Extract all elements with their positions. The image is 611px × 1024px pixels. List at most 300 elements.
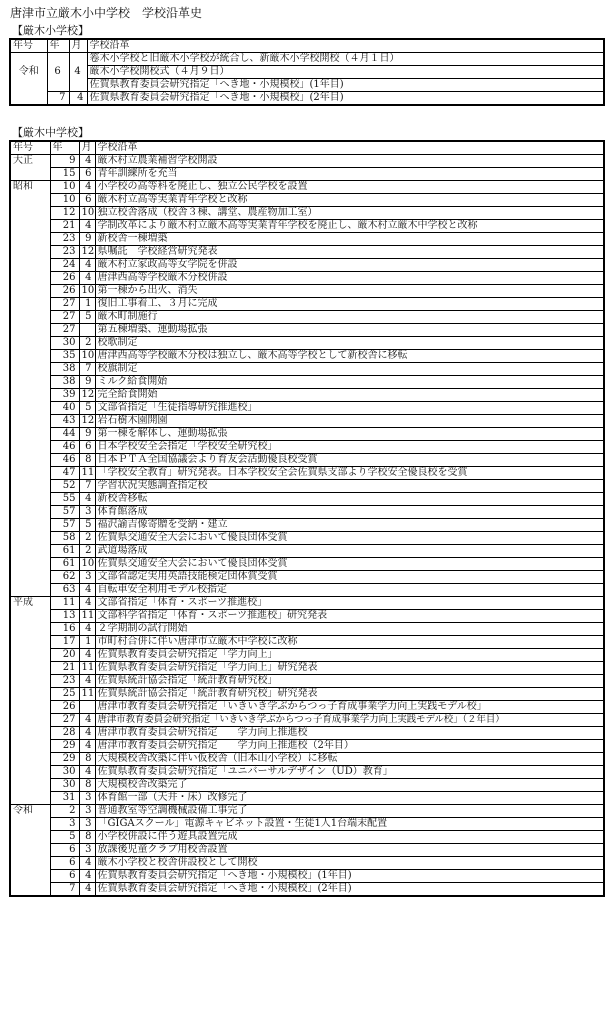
event-cell: 体育館一部（天井・床）改修完了	[95, 792, 604, 805]
event-cell: 唐津市教育委員会研究指定 学力向上推進校	[95, 727, 604, 740]
era-cell	[10, 558, 50, 571]
year-cell: 27	[50, 324, 79, 337]
era-cell	[10, 870, 50, 883]
event-cell: 新校舎一棟増築	[95, 233, 604, 246]
month-cell: 2	[79, 532, 95, 545]
event-cell: 武道場落成	[95, 545, 604, 558]
month-cell: 12	[79, 389, 95, 402]
month-cell: 10	[79, 285, 95, 298]
year-cell: 27	[50, 298, 79, 311]
event-cell: 校旗制定	[95, 363, 604, 376]
month-cell: 10	[79, 558, 95, 571]
year-cell: 62	[50, 571, 79, 584]
year-cell: 63	[50, 584, 79, 597]
year-cell: 29	[50, 753, 79, 766]
table-row	[10, 740, 604, 753]
event-cell: 厳木村立高等実業青年学校と改称	[95, 194, 604, 207]
year-cell: 21	[50, 662, 79, 675]
event-cell: 青年訓練所を充当	[95, 168, 604, 181]
table-row	[10, 259, 604, 272]
event-cell: 文部省指定「生徒指導研究推進校」	[95, 402, 604, 415]
era-cell	[10, 350, 50, 363]
event-cell: 放課後児童クラブ用校舎設置	[95, 844, 604, 857]
table-row	[10, 454, 604, 467]
header-year: 年	[50, 141, 79, 155]
month-cell: 11	[79, 610, 95, 623]
month-cell: 5	[79, 519, 95, 532]
month-cell: 4	[79, 714, 95, 727]
era-cell	[10, 727, 50, 740]
year-cell: 61	[50, 558, 79, 571]
year-cell: 30	[50, 337, 79, 350]
year-cell: 10	[50, 181, 79, 194]
month-cell	[79, 701, 95, 714]
event-cell: 日本学校安全会指定「学校安全研究校」	[95, 441, 604, 454]
month-cell: 4	[79, 155, 95, 168]
year-cell: 38	[50, 376, 79, 389]
month-cell: 4	[69, 53, 87, 92]
year-cell: 23	[50, 233, 79, 246]
table-row	[10, 662, 604, 675]
table-row	[10, 883, 604, 897]
month-cell: 10	[79, 207, 95, 220]
year-cell: 9	[50, 155, 79, 168]
table-row	[10, 402, 604, 415]
era-cell	[10, 753, 50, 766]
event-cell: 大規模校舎改築完了	[95, 779, 604, 792]
event-cell: 文部省指定「体育・スポーツ推進校」	[95, 597, 604, 610]
era-cell	[10, 883, 50, 897]
event-cell: 学制改革により厳木村立厳木高等実業青年学校を廃止し、厳木村立厳木中学校と改称	[95, 220, 604, 233]
table-row	[10, 246, 604, 259]
event-cell: 佐賀県交通安全大会において優良団体受賞	[95, 558, 604, 571]
event-cell: 佐賀県教育委員会研究指定「へき地・小規模校」(1年目)	[95, 870, 604, 883]
year-cell: 3	[50, 818, 79, 831]
month-cell: 9	[79, 376, 95, 389]
month-cell: 10	[79, 350, 95, 363]
event-cell: 県嘱託 学校経営研究発表	[95, 246, 604, 259]
year-cell: 23	[50, 246, 79, 259]
year-cell: 44	[50, 428, 79, 441]
event-cell: 小学校併設に伴う遊具設置完成	[95, 831, 604, 844]
month-cell: 4	[79, 584, 95, 597]
year-cell: 27	[50, 714, 79, 727]
era-cell	[10, 337, 50, 350]
junior-high-section-label: 【厳木中学校】	[12, 126, 89, 139]
table-row	[10, 467, 604, 480]
year-cell: 30	[50, 779, 79, 792]
era-cell	[10, 311, 50, 324]
month-cell: 4	[79, 493, 95, 506]
era-cell	[10, 389, 50, 402]
event-cell: 自転車安全利用モデル校指定	[95, 584, 604, 597]
year-cell: 38	[50, 363, 79, 376]
era-cell	[10, 246, 50, 259]
era-cell	[10, 701, 50, 714]
era-cell	[10, 649, 50, 662]
table-row	[10, 675, 604, 688]
month-cell: 4	[79, 220, 95, 233]
era-cell	[10, 831, 50, 844]
year-cell: 21	[50, 220, 79, 233]
table-header-row	[10, 141, 604, 155]
table-row	[10, 363, 604, 376]
table-row	[10, 779, 604, 792]
month-cell: 4	[79, 766, 95, 779]
event-cell: 「GIGAスクール」電源キャビネット設置・生徒1人1台端末配置	[95, 818, 604, 831]
table-row	[10, 688, 604, 701]
table-row	[10, 53, 604, 66]
table-row	[10, 623, 604, 636]
event-cell: 佐賀県教育委員会研究指定「へき地・小規模校」(1年目)	[87, 79, 604, 92]
year-cell: 10	[50, 194, 79, 207]
era-cell	[10, 428, 50, 441]
year-cell: 26	[50, 701, 79, 714]
era-cell	[10, 506, 50, 519]
event-cell: 完全給食開始	[95, 389, 604, 402]
era-cell	[10, 623, 50, 636]
month-cell: 9	[79, 233, 95, 246]
junior-high-history-body	[10, 155, 604, 897]
year-cell: 12	[50, 207, 79, 220]
era-cell	[10, 402, 50, 415]
era-cell	[10, 636, 50, 649]
event-cell: 佐賀県教育委員会研究指定「学力向上」	[95, 649, 604, 662]
era-cell	[10, 467, 50, 480]
table-row	[10, 155, 604, 168]
era-cell	[10, 220, 50, 233]
event-cell: 第五棟増築、運動場拡張	[95, 324, 604, 337]
era-cell	[10, 857, 50, 870]
year-cell: 58	[50, 532, 79, 545]
event-cell: 福沢諭吉像寄贈を受納・建立	[95, 519, 604, 532]
table-row	[10, 545, 604, 558]
year-cell: 46	[50, 441, 79, 454]
table-row	[10, 337, 604, 350]
table-row	[10, 415, 604, 428]
table-row	[10, 870, 604, 883]
header-year: 年	[47, 39, 69, 53]
era-cell	[10, 92, 47, 106]
month-cell: 1	[79, 298, 95, 311]
table-row	[10, 506, 604, 519]
era-cell	[10, 168, 50, 181]
table-row	[10, 324, 604, 337]
era-cell	[10, 571, 50, 584]
era-cell	[10, 298, 50, 311]
year-cell: 15	[50, 168, 79, 181]
era-cell	[10, 285, 50, 298]
era-cell	[10, 194, 50, 207]
month-cell: 7	[79, 480, 95, 493]
era-cell	[10, 688, 50, 701]
month-cell: 5	[79, 311, 95, 324]
event-cell: 復旧工事着工、３月に完成	[95, 298, 604, 311]
era-cell	[10, 441, 50, 454]
table-row	[10, 441, 604, 454]
year-cell: 30	[50, 766, 79, 779]
event-cell: ミルク給食開始	[95, 376, 604, 389]
table-row	[10, 311, 604, 324]
era-cell	[10, 272, 50, 285]
month-cell: 8	[79, 753, 95, 766]
year-cell: 43	[50, 415, 79, 428]
month-cell: 12	[79, 415, 95, 428]
table-row	[10, 701, 604, 714]
table-row	[10, 285, 604, 298]
year-cell: 46	[50, 454, 79, 467]
table-row	[10, 714, 604, 727]
month-cell: 11	[79, 662, 95, 675]
era-cell	[10, 844, 50, 857]
year-cell: 27	[50, 311, 79, 324]
month-cell: 4	[79, 649, 95, 662]
year-cell: 20	[50, 649, 79, 662]
year-cell: 7	[50, 883, 79, 897]
year-cell: 31	[50, 792, 79, 805]
header-era: 年号	[10, 39, 47, 53]
event-cell: 独立校舎落成（校舎３棟、講堂、農産物加工室）	[95, 207, 604, 220]
event-cell: 佐賀県統計協会指定「統計教育研究校」研究発表	[95, 688, 604, 701]
event-cell: 文部省認定実用英語技能検定団体賞受賞	[95, 571, 604, 584]
junior-high-history-table	[9, 140, 605, 897]
month-cell: 6	[79, 168, 95, 181]
era-cell	[10, 207, 50, 220]
table-row	[10, 532, 604, 545]
year-cell: 40	[50, 402, 79, 415]
year-cell: 23	[50, 675, 79, 688]
era-cell	[10, 454, 50, 467]
month-cell: 4	[79, 727, 95, 740]
month-cell: 2	[79, 545, 95, 558]
month-cell: 4	[69, 92, 87, 106]
month-cell: 4	[79, 675, 95, 688]
era-cell	[10, 675, 50, 688]
month-cell: 9	[79, 428, 95, 441]
year-cell: 28	[50, 727, 79, 740]
event-cell: 市町村合併に伴い唐津市立厳木中学校に改称	[95, 636, 604, 649]
month-cell: 3	[79, 571, 95, 584]
event-cell: 佐賀県教育委員会研究指定「へき地・小規模校」(2年目)	[87, 92, 604, 106]
table-row	[10, 636, 604, 649]
elementary-section-label: 【厳木小学校】	[12, 24, 89, 37]
month-cell: 3	[79, 818, 95, 831]
month-cell: 4	[79, 272, 95, 285]
event-cell: 日本ＰＴＡ全国協議会より育友会活動優良校受賞	[95, 454, 604, 467]
year-cell: 39	[50, 389, 79, 402]
event-cell: 「学校安全教育」研究発表。日本学校安全会佐賀県支部より学校安全優良校を受賞	[95, 467, 604, 480]
table-row	[10, 207, 604, 220]
era-cell: 令和	[10, 53, 47, 92]
month-cell: 11	[79, 467, 95, 480]
year-cell: 35	[50, 350, 79, 363]
year-cell: 13	[50, 610, 79, 623]
era-cell	[10, 376, 50, 389]
event-cell: 佐賀県教育委員会研究指定「ユニバーサルデザイン（UD）教育」	[95, 766, 604, 779]
month-cell: 8	[79, 454, 95, 467]
table-row	[10, 493, 604, 506]
year-cell: 57	[50, 519, 79, 532]
table-header-row	[10, 39, 604, 53]
event-cell: 体育館落成	[95, 506, 604, 519]
table-row	[10, 272, 604, 285]
table-row	[10, 558, 604, 571]
event-cell: 校歌制定	[95, 337, 604, 350]
era-cell	[10, 415, 50, 428]
year-cell: 25	[50, 688, 79, 701]
year-cell: 55	[50, 493, 79, 506]
month-cell: 4	[79, 181, 95, 194]
event-cell: 唐津西高等学校厳木分校は独立し、厳木高等学校として新校舎に移転	[95, 350, 604, 363]
table-row	[10, 571, 604, 584]
year-cell: 6	[47, 53, 69, 92]
month-cell: 4	[79, 870, 95, 883]
table-row	[10, 519, 604, 532]
event-cell: 佐賀県統計協会指定「統計教育研究校」	[95, 675, 604, 688]
year-cell: 16	[50, 623, 79, 636]
year-cell: 29	[50, 740, 79, 753]
table-row	[10, 649, 604, 662]
month-cell: 4	[79, 259, 95, 272]
era-cell: 平成	[10, 597, 50, 610]
era-cell: 大正	[10, 155, 50, 168]
event-cell: 第一棟から出火、消失	[95, 285, 604, 298]
month-cell: 4	[79, 740, 95, 753]
table-row	[10, 92, 604, 106]
month-cell: 8	[79, 779, 95, 792]
year-cell: 5	[50, 831, 79, 844]
year-cell: 6	[50, 844, 79, 857]
event-cell: 佐賀県教育委員会研究指定「学力向上」研究発表	[95, 662, 604, 675]
year-cell: 52	[50, 480, 79, 493]
era-cell: 令和	[10, 805, 50, 818]
table-row	[10, 66, 604, 79]
month-cell	[79, 324, 95, 337]
event-cell: 厳木村立農業補習学校開設	[95, 155, 604, 168]
table-row	[10, 376, 604, 389]
event-cell: 厳木小学校開校式（４月９日）	[87, 66, 604, 79]
event-cell: 唐津市教育委員会研究指定 学力向上推進校（2年目）	[95, 740, 604, 753]
table-row	[10, 584, 604, 597]
table-row	[10, 298, 604, 311]
table-row	[10, 389, 604, 402]
year-cell: 26	[50, 272, 79, 285]
elementary-history-table	[9, 38, 605, 106]
event-cell: 文部科学省指定「体育・スポーツ推進校」研究発表	[95, 610, 604, 623]
event-cell: 唐津市教育委員会研究指定「いきいき学ぶからつっ子育成事業学力向上実践モデル校」（２年目）	[95, 714, 604, 727]
table-row	[10, 233, 604, 246]
event-cell: 箞木小学校と旧厳木小学校が統合し、新厳木小学校開校（４月１日）	[87, 53, 604, 66]
month-cell: 12	[79, 246, 95, 259]
era-cell	[10, 740, 50, 753]
table-row	[10, 610, 604, 623]
table-row	[10, 220, 604, 233]
header-month: 月	[69, 39, 87, 53]
era-cell	[10, 545, 50, 558]
month-cell: 11	[79, 688, 95, 701]
month-cell: 1	[79, 636, 95, 649]
era-cell	[10, 584, 50, 597]
year-cell: 6	[50, 857, 79, 870]
event-cell: 小学校の高等科を廃止し、独立公民学校を設置	[95, 181, 604, 194]
era-cell	[10, 363, 50, 376]
event-cell: 新校舎移転	[95, 493, 604, 506]
event-cell: 第一棟を解体し、運動場拡張	[95, 428, 604, 441]
era-cell	[10, 792, 50, 805]
table-row	[10, 597, 604, 610]
year-cell: 6	[50, 870, 79, 883]
year-cell: 11	[50, 597, 79, 610]
table-row	[10, 792, 604, 805]
month-cell: 3	[79, 506, 95, 519]
era-cell	[10, 259, 50, 272]
era-cell	[10, 532, 50, 545]
page-title: 唐津市立厳木小中学校 学校沿革史	[10, 6, 203, 20]
table-row	[10, 79, 604, 92]
era-cell	[10, 233, 50, 246]
table-row	[10, 727, 604, 740]
table-row	[10, 857, 604, 870]
table-row	[10, 168, 604, 181]
era-cell	[10, 493, 50, 506]
table-row	[10, 831, 604, 844]
event-cell: 大規模校舎改築に伴い仮校舎（旧本山小学校）に移転	[95, 753, 604, 766]
year-cell: 61	[50, 545, 79, 558]
month-cell: 4	[79, 883, 95, 897]
month-cell: 6	[79, 194, 95, 207]
month-cell: 7	[79, 363, 95, 376]
table-row	[10, 844, 604, 857]
header-history: 学校沿革	[87, 39, 604, 53]
era-cell	[10, 662, 50, 675]
table-row	[10, 753, 604, 766]
table-row	[10, 350, 604, 363]
event-cell: 厳木町制施行	[95, 311, 604, 324]
month-cell: 3	[79, 844, 95, 857]
month-cell: 2	[79, 337, 95, 350]
year-cell: 17	[50, 636, 79, 649]
table-row	[10, 766, 604, 779]
event-cell: 佐賀県教育委員会研究指定「へき地・小規模校」(2年目)	[95, 883, 604, 897]
table-row	[10, 818, 604, 831]
event-cell: ２学期制の試行開始	[95, 623, 604, 636]
year-cell: 57	[50, 506, 79, 519]
era-cell	[10, 714, 50, 727]
era-cell	[10, 324, 50, 337]
era-cell	[10, 818, 50, 831]
table-row	[10, 805, 604, 818]
event-cell: 唐津西高等学校厳木分校併設	[95, 272, 604, 285]
event-cell: 普通教室等空調機械設備工事完了	[95, 805, 604, 818]
table-row	[10, 194, 604, 207]
event-cell: 唐津市教育委員会研究指定「いきいき学ぶからつっ子育成事業学力向上実践モデル校」	[95, 701, 604, 714]
month-cell: 4	[79, 623, 95, 636]
table-row	[10, 480, 604, 493]
month-cell: 3	[79, 805, 95, 818]
month-cell: 8	[79, 831, 95, 844]
era-cell	[10, 766, 50, 779]
year-cell: 7	[47, 92, 69, 106]
header-history: 学校沿革	[95, 141, 604, 155]
year-cell: 26	[50, 285, 79, 298]
table-row	[10, 181, 604, 194]
event-cell: 厳木村立家政高等女学院を併設	[95, 259, 604, 272]
month-cell: 6	[79, 441, 95, 454]
era-cell: 昭和	[10, 181, 50, 194]
year-cell: 24	[50, 259, 79, 272]
event-cell: 佐賀県交通安全大会において優良団体受賞	[95, 532, 604, 545]
year-cell: 47	[50, 467, 79, 480]
